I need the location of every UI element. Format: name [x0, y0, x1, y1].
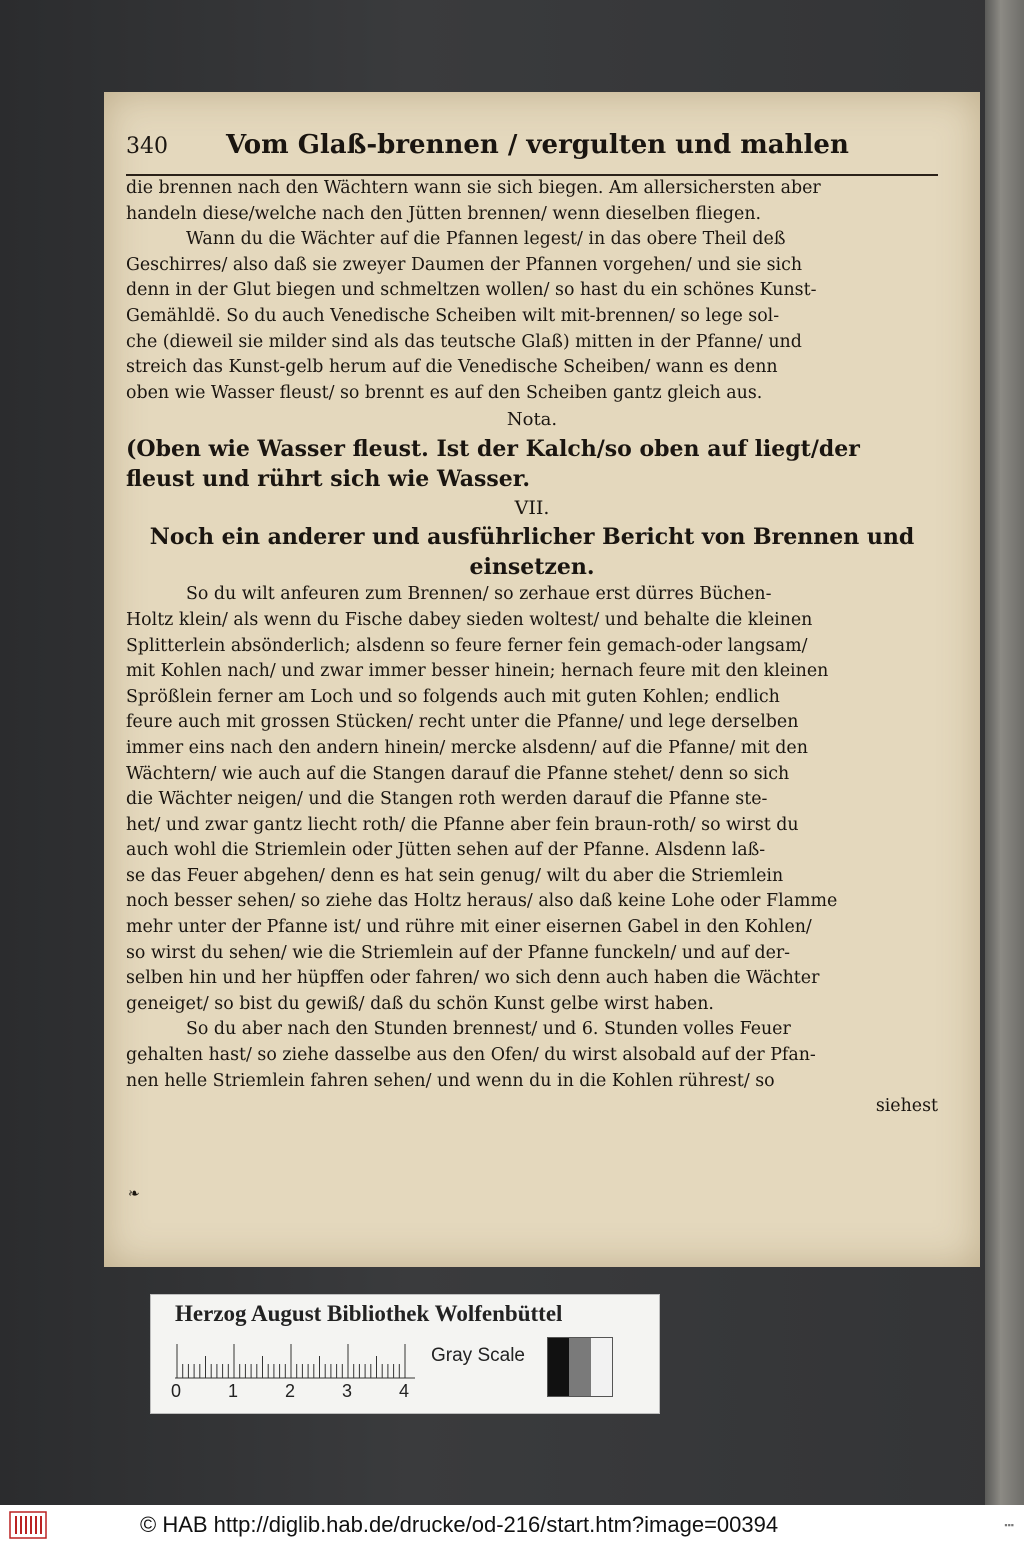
text-line: Wächtern/ wie auch auf die Stangen darauf die Pfanne stehet/ denn so sich	[126, 763, 790, 784]
hab-logo-icon	[8, 1510, 48, 1540]
catchword: siehest	[875, 1096, 938, 1117]
text-line: handeln diese/welche nach den Jütten brennen/ wenn dieselben fliegen.	[126, 203, 762, 224]
gray-patch-mid	[569, 1338, 590, 1396]
page-number: 340	[126, 134, 168, 159]
text-line: denn in der Glut biegen und schmeltzen wollen/ so hast du ein schönes Kunst-	[126, 280, 817, 301]
page-text-block	[126, 130, 938, 1120]
nota-line: fleust und rührt sich wie Wasser.	[126, 466, 531, 493]
text-line: Geschirres/ also daß sie zweyer Daumen der Pfannen vorgehen/ und sie sich	[126, 254, 803, 275]
text-line: gehalten hast/ so ziehe dasselbe aus den Ofen/ du wirst alsobald auf der Pfan-	[126, 1045, 816, 1066]
footer-bar	[0, 1505, 1024, 1544]
text-line: Sprößlein ferner am Loch und so folgends auch mit guten Kohlen; endlich	[126, 686, 780, 707]
text-line: So du wilt anfeuren zum Brennen/ so zerhaue erst dürres Büchen-	[186, 584, 772, 605]
text-line: het/ und zwar gantz liecht roth/ die Pfanne aber fein braun-roth/ so wirst du	[126, 814, 799, 835]
ruler-label: 4	[399, 1381, 410, 1401]
gray-patch-dark	[548, 1338, 569, 1396]
text-line: So du aber nach den Stunden brennest/ und 6. Stunden volles Feuer	[186, 1019, 791, 1040]
ruler-label: 3	[342, 1381, 353, 1401]
text-line: oben wie Wasser fleust/ so brennt es auf den Scheiben gantz gleich aus.	[126, 382, 763, 403]
page-header	[126, 130, 938, 176]
text-line: se das Feuer abgehen/ denn es hat sein genug/ wilt du aber die Striemlein	[126, 865, 784, 886]
text-line: die Wächter neigen/ und die Stangen roth werden darauf die Pfanne ste-	[126, 789, 768, 810]
text-line: Splitterlein absönderlich; alsdenn so feure ferner fein gemach-oder langsam/	[126, 635, 808, 656]
page-ornament-icon: ❧	[128, 1186, 140, 1202]
gray-scale-label: Gray Scale	[431, 1345, 525, 1366]
running-title: Vom Glaß-brennen / vergulten und mahlen	[226, 130, 849, 160]
text-line: Gemähldë. So du auch Venedische Scheiben wilt mit-brennen/ so lege sol-	[126, 305, 780, 326]
text-line: mit Kohlen nach/ und zwar immer besser hinein; hernach feure mit den kleinen	[126, 661, 829, 682]
nota-line: (Oben wie Wasser fleust. Ist der Kalch/so oben auf liegt/der	[126, 436, 860, 463]
section-title-line: einsetzen.	[469, 554, 595, 581]
gray-patch-light	[591, 1338, 612, 1396]
adjacent-page-edge	[985, 0, 1024, 1505]
copyright-link[interactable]: © HAB http://diglib.hab.de/drucke/od-216/start.htm?image=00394	[140, 1511, 779, 1537]
color-reference-card	[150, 1294, 660, 1414]
section-number: VII.	[514, 497, 550, 520]
text-line: Holtz klein/ als wenn du Fische dabey sieden woltest/ und behalte die kleinen	[126, 609, 813, 630]
section-title-line: Noch ein anderer und ausführlicher Bericht von Brennen und	[149, 524, 915, 551]
library-name: Herzog August Bibliothek Wolfenbüttel	[175, 1301, 563, 1326]
ruler-label: 1	[228, 1381, 239, 1401]
ruler-scale	[175, 1343, 415, 1379]
text-line: die brennen nach den Wächtern wann sie sich biegen. Am allersichersten aber	[126, 178, 821, 198]
ruler-label: 0	[171, 1381, 182, 1401]
text-line: selben hin und her hüpffen oder fahren/ wo sich denn auch haben die Wächter	[126, 968, 820, 989]
text-line: noch besser sehen/ so ziehe das Holtz heraus/ also daß keine Lohe oder Flamme	[126, 891, 838, 912]
text-line: mehr unter der Pfanne ist/ und rühre mit einer eisernen Gabel in den Kohlen/	[126, 917, 812, 938]
nota-heading: Nota.	[506, 409, 558, 431]
ruler-label: 2	[285, 1381, 296, 1401]
text-line: so wirst du sehen/ wie die Striemlein auf der Pfanne funckeln/ und auf der-	[126, 942, 791, 963]
text-line: geneiget/ so bist du gewiß/ daß du schön Kunst gelbe wirst haben.	[126, 993, 714, 1014]
footer-mark-icon: ▪▪▪	[1004, 1519, 1014, 1530]
gray-scale-swatch	[547, 1337, 613, 1397]
text-line: feure auch mit grossen Stücken/ recht unter die Pfanne/ und lege derselben	[126, 712, 799, 733]
text-line: che (dieweil sie milder sind als das teutsche Glaß) mitten in der Pfanne/ und	[126, 331, 802, 352]
text-line: Wann du die Wächter auf die Pfannen legest/ in das obere Theil deß	[186, 229, 786, 250]
text-line: streich das Kunst-gelb herum auf die Venedische Scheiben/ wann es denn	[126, 357, 778, 378]
text-line: nen helle Striemlein fahren sehen/ und wenn du in die Kohlen rührest/ so	[126, 1070, 775, 1091]
text-line: auch wohl die Striemlein oder Jütten sehen auf der Pfanne. Alsdenn laß-	[126, 840, 766, 861]
text-line: immer eins nach den andern hinein/ mercke alsdenn/ auf die Pfanne/ mit den	[126, 737, 808, 758]
